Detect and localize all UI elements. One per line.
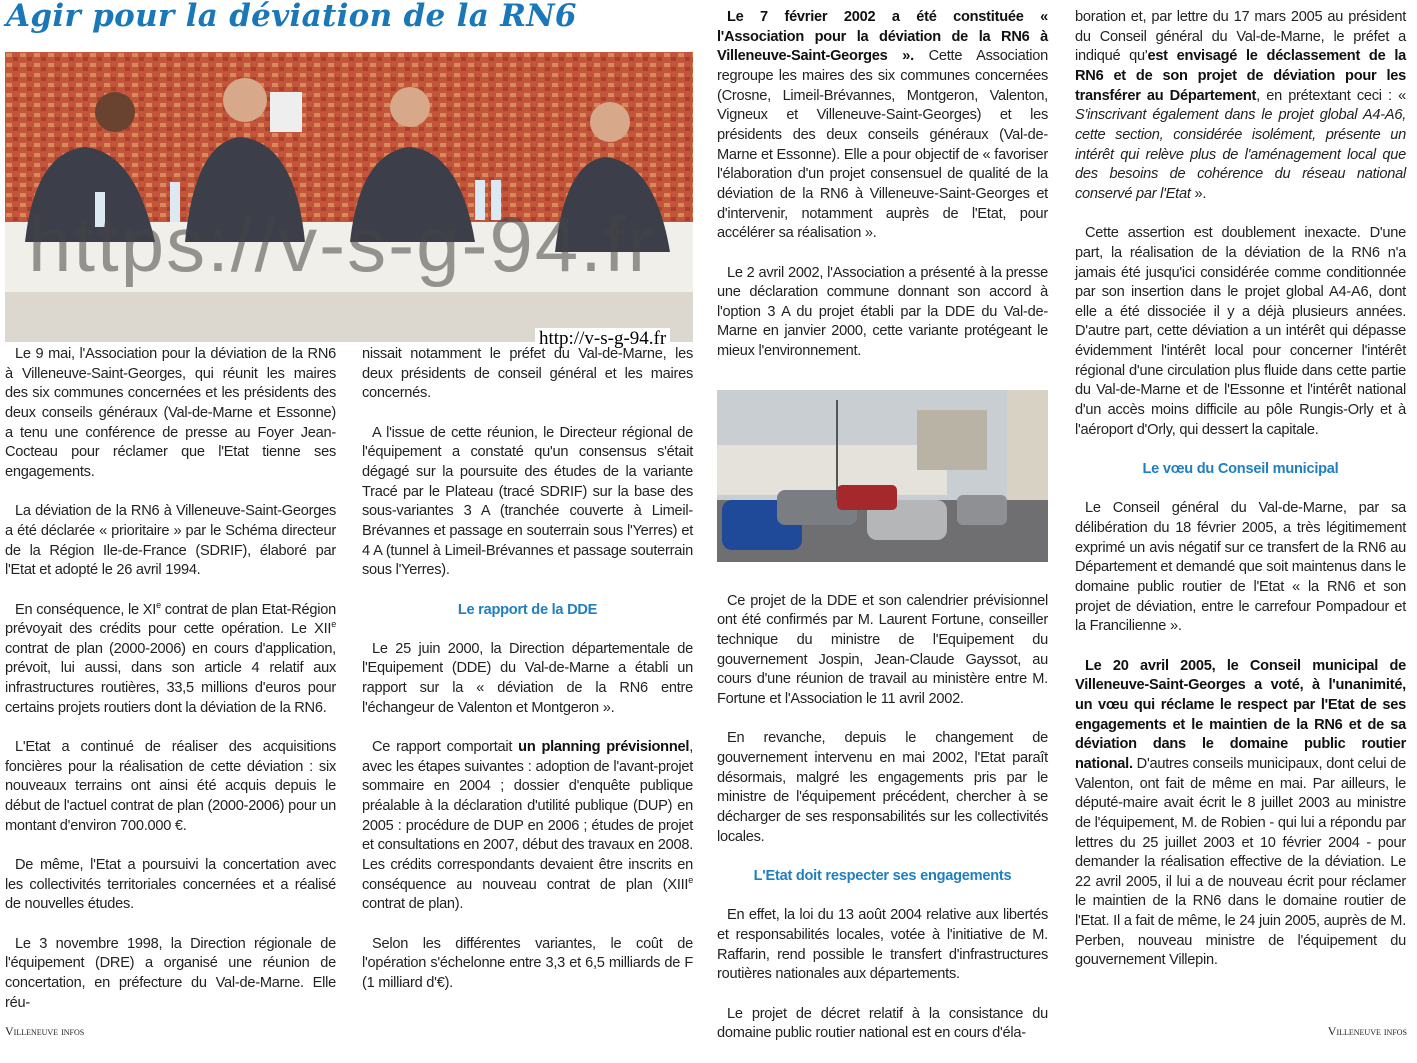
text: Le 2 avril 2002, l'Association a présenté à la presse une déclaration commune donnant son accord à l'option 3 A du projet établi par la DDE du Val-de-Marne en janvier 2000, cette variante protégeant le mieux l'environnement. (717, 264, 1048, 360)
article-column-3 (717, 8, 1048, 1063)
article-paragraph (362, 424, 693, 581)
text: Le Conseil général du Val-de-Marne, par sa délibération du 18 février 2005, a très légitimement exprimé un avis négatif sur ce transfert de la RN6 au Département et demandé que soit maintenus dans le domaine public routier de l'Etat « la RN6 et son projet de déviation, entre le carrefour Pompadour et la Francilienne ». (1075, 500, 1406, 635)
article-paragraph (717, 264, 1048, 362)
article-paragraph (5, 502, 336, 581)
quoted-text: S'inscrivant également dans le projet global A4-A6, cette section, considérée isolément, présente un intérêt qui relève plus de l'aménagement local que des besoins de cohérence du réseau national conservé par l'Etat (1075, 107, 1406, 202)
bold-text: Le 20 avril 2005, le Conseil municipal de Villeneuve-Saint-Georges a voté, à l'unanimité, un vœu qui réclame le respect par l'Etat de ses engagements et le maintien de la RN6 et de sa déviation dans le domaine public routier national. (1075, 657, 1406, 772)
text: A l'issue de cette réunion, le Directeur régional de l'équipement a constaté qu'un consensus s'était dégagé sur la poursuite des études de la variante Tracé par le Plateau (tracé SDRIF) sur la base des sous-variantes 3 A (tranchée couverte à Limeil-Brévannes et passage en souterrain sous l'Yerres) et 4 A (tunnel à Limeil-Brévannes et passage souterrain sous l'Yerres). (362, 424, 693, 579)
article-paragraph (1075, 8, 1406, 205)
section-heading: Le rapport de la DDE (457, 601, 598, 618)
article-paragraph (717, 906, 1048, 985)
footer-right: Villeneuve infos (1327, 1024, 1407, 1038)
text: , en prétextant ceci : « (1256, 87, 1406, 104)
article-paragraph (717, 1005, 1048, 1044)
article-paragraph (5, 935, 336, 1014)
text: ». (1190, 185, 1207, 202)
article-paragraph (5, 738, 336, 836)
text: Cette Association regroupe les maires des six communes concernées (Crosne, Limeil-Brévannes, Montgeron, Valenton, Vigneux et Villeneuve-Saint-Georges) et les présidents des deux conseils généraux (Val-de-Marne et Essonne). Elle a pour objectif de « favoriser l'élaboration d'un projet consensuel de qualité de la déviation de la RN6 à Villeneuve-Saint-Georges et d'intervenir, notamment auprès de l'Etat, pour accélérer sa réalisation ». (717, 48, 1048, 242)
article-paragraph (1075, 657, 1406, 972)
superscript: e (331, 619, 336, 630)
superscript: e (688, 874, 693, 885)
text: En revanche, depuis le changement de gouvernement intervenu en mai 2002, l'Etat paraît désormais, malgré les engagements pris par le ministre de l'équipement précédent, chercher à se décharger de ses responsabilités sur les collectivités locales. (717, 730, 1048, 845)
article-paragraph (717, 592, 1048, 710)
text: Ce rapport comportait (372, 739, 519, 756)
text: , avec les étapes suivantes : adoption de l'avant-projet sommaire en 2004 ; dossier d'enquête publique préalable à la déclaration d'utilité publique (DUP) en 2005 : procédure de DUP en 2006 ; études de projet et consultations en 2007, début des travaux en 2008. Les crédits correspondants devaient être inscrits en conséquence au nouveau contrat de plan (XIII (362, 739, 693, 893)
article-column-2 (362, 345, 693, 1013)
article-paragraph (1075, 224, 1406, 440)
article-column-4 (1075, 8, 1406, 991)
bold-text: Le 7 février 2002 a été constituée « l'Association pour la déviation de la RN6 à Villeneuve-Saint-Georges ». (717, 9, 1048, 65)
article-paragraph (362, 738, 693, 915)
text: Le 9 mai, l'Association pour la déviation de la RN6 à Villeneuve-Saint-Georges, qui réunit les maires des six communes concernées et les présidents des deux conseils généraux (Val-de-Marne et Essonne) a tenu une conférence de presse au Foyer Jean-Cocteau pour réclamer que l'Etat tienne ses engagements. (5, 346, 336, 480)
article-paragraph (362, 935, 693, 994)
text: Selon les différentes variantes, le coût de l'opération s'échelonne entre 3,3 et 6,5 milliards de F (1 milliard d'€). (362, 935, 693, 991)
photo-credit-link[interactable]: http://v-s-g-94.fr (535, 328, 670, 350)
text: De même, l'Etat a poursuivi la concertation avec les collectivités territoriales concernées et a réalisé de nouvelles études. (5, 857, 336, 913)
text: La déviation de la RN6 à Villeneuve-Saint-Georges a été déclarée « prioritaire » par le Schéma directeur de la Région Ile-de-France (SDRIF), élaboré par l'Etat et adopté le 26 avril 1994. (5, 503, 336, 579)
street-traffic-photo (717, 390, 1048, 562)
article-paragraph (717, 8, 1048, 244)
text: En effet, la loi du 13 août 2004 relative aux libertés et responsabilités locales, votée à l'initiative de M. Raffarin, rend possible le transfert d'infrastructures routières nationales aux départements. (717, 907, 1048, 983)
text: contrat de plan (2000-2006) en cours d'application, prévoit, lui aussi, dans son article 4 relatif aux infrastructures routières, 33,5 millions d'euros pour certains projets routiers dont la déviation de la RN6. (5, 640, 336, 716)
text: L'Etat a continué de réaliser des acquisitions foncières pour la réalisation de cette déviation : six nouveaux terrains ont ainsi été acquis depuis le début de l'actuel contrat de plan (2000-2006) pour un montant d'environ 700.000 €. (5, 739, 336, 834)
text: Le 3 novembre 1998, la Direction régionale de l'équipement (DRE) a organisé une réunion de concertation, en préfecture du Val-de-Marne. Elle réu- (5, 935, 336, 1011)
text: contrat de plan). (362, 896, 464, 913)
text: Cette assertion est doublement inexacte. D'une part, la réalisation de la déviation de la RN6 n'a jamais été jusqu'ici considérée comme conditionnée par son insertion dans le projet global A4-A6, dont elle a été dissociée il y a déjà plusieurs années. D'autre part, cette déviation a un intérêt qui dépasse évidemment l'intérêt local pour concerner l'intérêt régional d'une circulation plus fluide dans cette partie du Val-de-Marne et de l'Essonne et l'intérêt national d'un accès moins difficile au pôle Rungis-Orly et à l'aéroport d'Orly, qui dessert la capitale. (1075, 225, 1406, 438)
text: boration et, par lettre du 17 mars 2005 au président du Conseil général du Val-de-Marne, le préfet a indiqué qu' (1075, 9, 1406, 65)
article-paragraph (362, 345, 693, 404)
press-conference-photo (5, 52, 693, 342)
text: contrat de plan Etat-Région prévoyait des crédits pour cette opération. Le XII (5, 601, 336, 638)
text: D'autres conseils municipaux, dont celui de Valenton, ont fait de même en mai. Par ailleurs, le député-maire avait écrit le 8 juillet 2003 au ministre de l'équipement, M. de Robien - qui lui a répondu par lettres du 25 juillet 2003 et 10 février 2004 - pour demander la réalisation effective de la déviation. Le 22 avril 2005, il lui a de nouveau écrit pour réclamer le maintien de la RN6 dans le domaine routier de l'Etat. Il a fait de même, le 24 juin 2005, auprès de M. Perben, nouveau ministre de l'équipement du gouvernement Villepin. (1075, 755, 1406, 969)
text: Le projet de décret relatif à la consistance du domaine public routier national est en cours d'éla- (717, 1005, 1048, 1042)
text: En conséquence, le XI (15, 601, 157, 618)
section-heading: Le vœu du Conseil municipal (1142, 461, 1339, 478)
section-heading: L'Etat doit respecter ses engagements (753, 867, 1012, 884)
article-paragraph (5, 856, 336, 915)
bold-text: un planning prévisionnel (518, 739, 690, 756)
footer-left: Villeneuve infos (5, 1024, 85, 1038)
watermark: https://v-s-g-94.fr (28, 200, 656, 288)
article-paragraph (717, 729, 1048, 847)
article-column-1 (5, 345, 336, 1033)
bold-text: est envisagé le déclassement de la RN6 et de son projet de déviation pour les transférer au Département (1075, 48, 1406, 104)
article-paragraph (1075, 499, 1406, 637)
article-title: Agir pour la déviation de la RN6 (6, 0, 577, 34)
article-paragraph (5, 601, 336, 719)
superscript: e (156, 599, 161, 610)
text: Ce projet de la DDE et son calendrier prévisionnel ont été confirmés par M. Laurent Fortune, conseiller technique du ministre de l'Equipement du gouvernement Jospin, Jean-Claude Gayssot, au cours d'une réunion de travail au ministère entre M. Fortune et l'Association le 11 avril 2002. (717, 592, 1048, 708)
article-paragraph (362, 640, 693, 719)
text: Le 25 juin 2000, la Direction départementale de l'Equipement (DDE) du Val-de-Marne a établi un rapport sur la « déviation de la RN6 entre l'échangeur de Valenton et Montgeron ». (362, 640, 693, 716)
text: nissait notamment le préfet du Val-de-Marne, les deux présidents de conseil général et les maires concernés. (362, 346, 693, 402)
article-paragraph (5, 345, 336, 483)
